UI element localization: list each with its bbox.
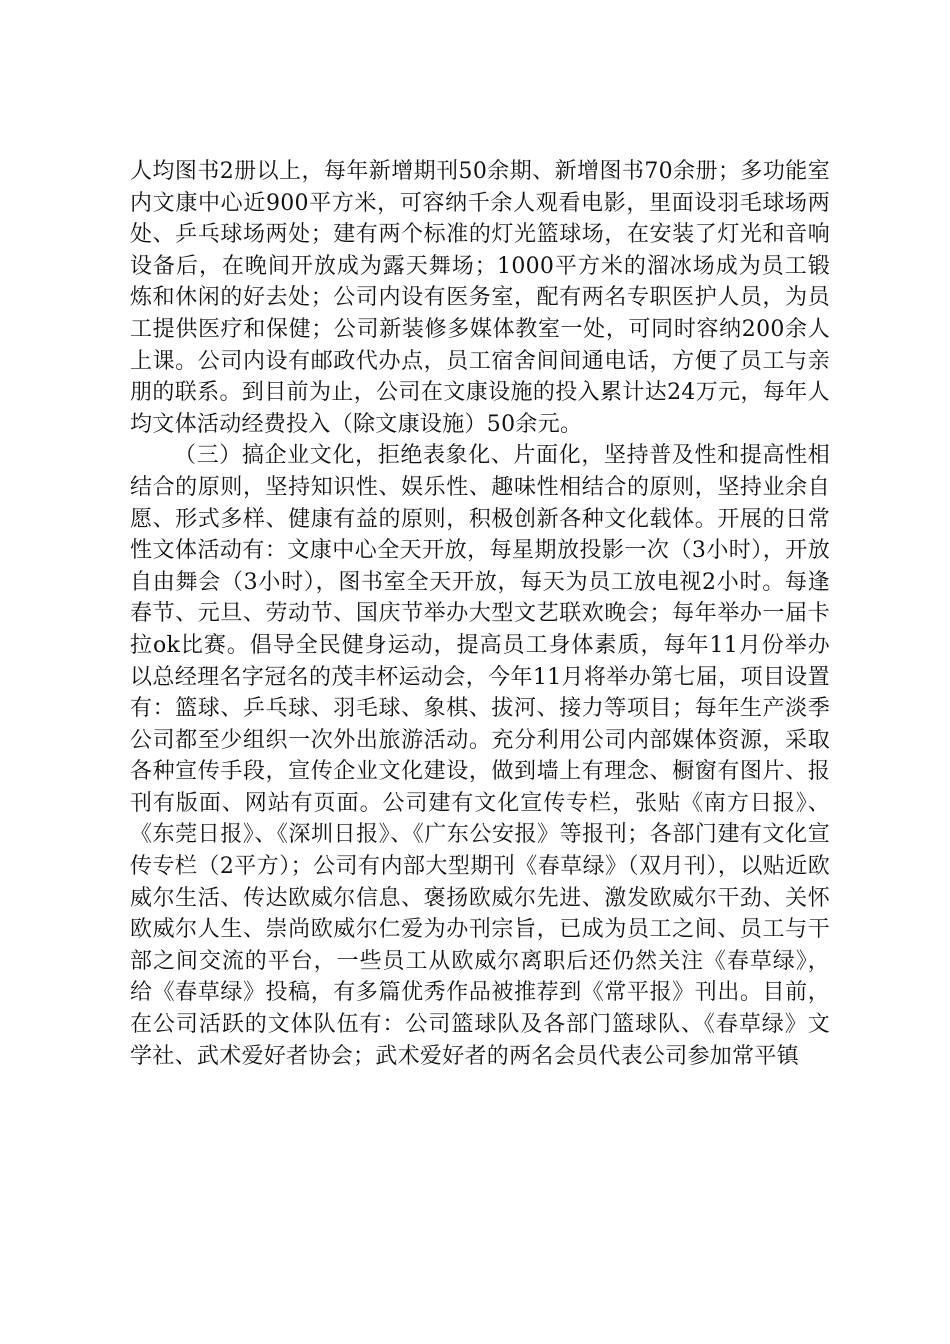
document-body	[130, 156, 830, 1072]
paragraph-continued: 人均图书2册以上，每年新增期刊50余期、新增图书70余册；多功能室内文康中心近900平方米，可容纳千余人观看电影，里面设羽毛球场两处、乒乓球场两处；建有两个标准的灯光篮球场，在安装了灯光和音响设备后，在晚间开放成为露天舞场；1000平方米的溜冰场成为员工锻炼和休闲的好去处；公司内设有医务室，配有两名专职医护人员，为员工提供医疗和保健；公司新装修多媒体教室一处，可同时容纳200余人上课。公司内设有邮政代办点，员工宿舍间间通电话，方便了员工与亲朋的联系。到目前为止，公司在文康设施的投入累计达24万元，每年人均文体活动经费投入（除文康设施）50余元。	[130, 159, 830, 437]
paragraph-section-three: （三）搞企业文化，拒绝表象化、片面化，坚持普及性和提高性相结合的原则，坚持知识性、娱乐性、趣味性相结合的原则，坚持业余自愿、形式多样、健康有益的原则，积极创新各种文化载体。开展的日常性文体活动有：文康中心全天开放，每星期放投影一次（3小时），开放自由舞会（3小时），图书室全天开放，每天为员工放电视2小时。每逢春节、元旦、劳动节、国庆节举办大型文艺联欢晚会；每年举办一届卡拉ok比赛。倡导全民健身运动，提高员工身体素质，每年11月份举办以总经理名字冠名的茂丰杯运动会，今年11月将举办第七届，项目设置有：篮球、乒乓球、羽毛球、象棋、拔河、接力等项目；每年生产淡季公司都至少组织一次外出旅游活动。充分利用公司内部媒体资源，采取各种宣传手段，宣传企业文化建设，做到墙上有理念、橱窗有图片、报刊有版面、网站有页面。公司建有文化宣传专栏，张贴《南方日报》、《东莞日报》、《深圳日报》、《广东公安报》等报刊；各部门建有文化宣传专栏（2平方）；公司有内部大型期刊《春草绿》（双月刊），以贴近欧威尔生活、传达欧威尔信息、褒扬欧威尔先进、激发欧威尔干劲、关怀欧威尔人生、崇尚欧威尔仁爱为办刊宗旨，已成为员工之间、员工与干部之间交流的平台，一些员工从欧威尔离职后还仍然关注《春草绿》，给《春草绿》投稿，有多篇优秀作品被推荐到《常平报》刊出。目前，在公司活跃的文体队伍有：公司篮球队及各部门篮球队、《春草绿》文学社、武术爱好者协会；武术爱好者的两名会员代表公司参加常平镇	[130, 443, 830, 1069]
